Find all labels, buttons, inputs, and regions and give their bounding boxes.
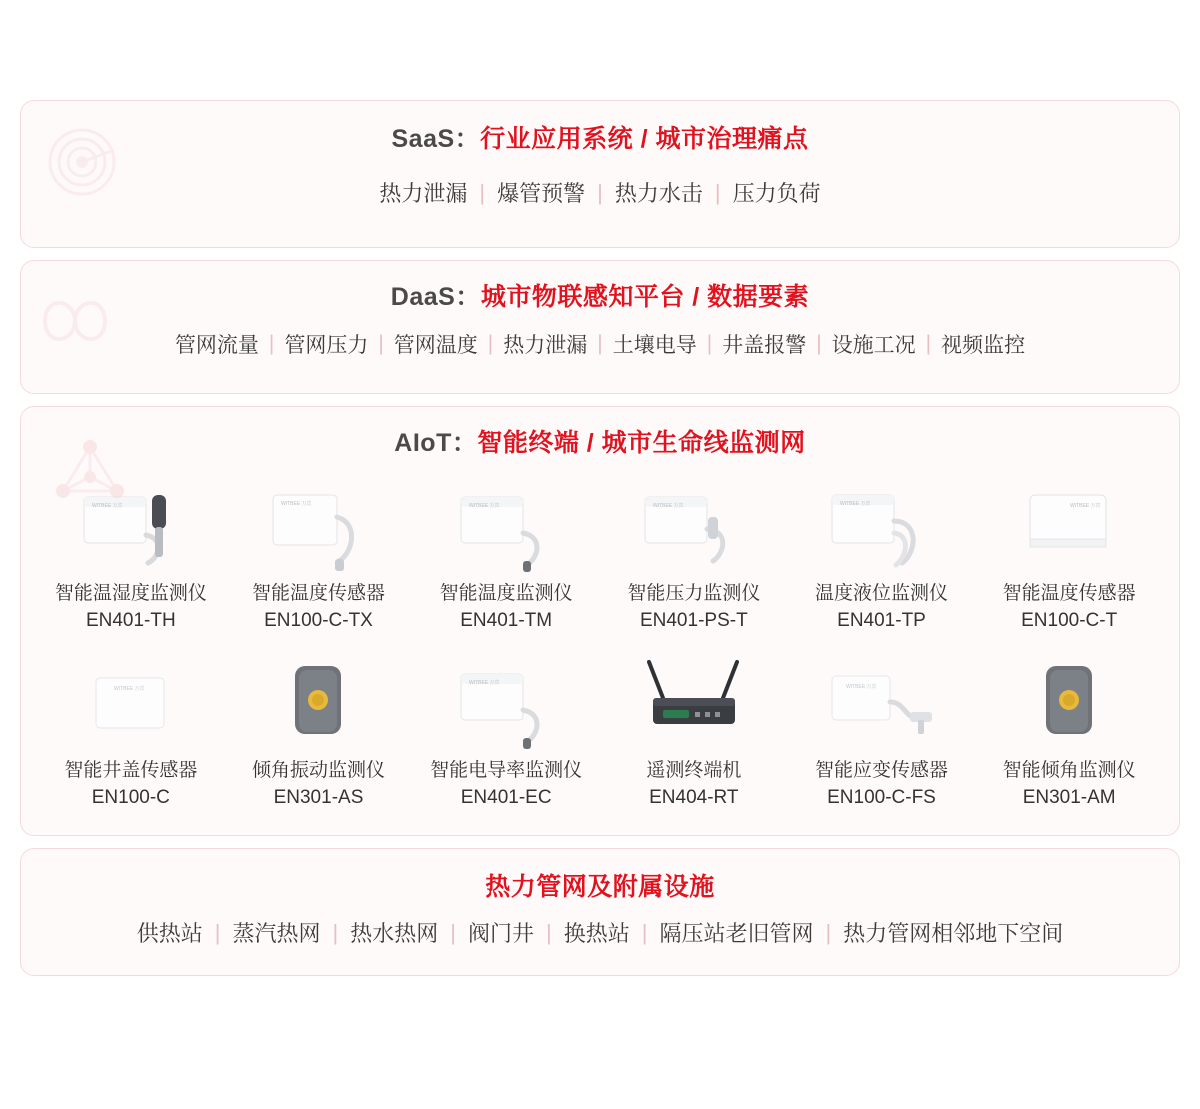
device-name: 智能温度传感器 bbox=[251, 583, 385, 604]
heat-item: 供热站 bbox=[136, 921, 203, 947]
device-model: EN401-TP bbox=[837, 609, 926, 631]
heat-item: 热力管网相邻地下空间 bbox=[843, 921, 1064, 947]
separator: | bbox=[825, 919, 832, 945]
daas-item: 井盖报警 bbox=[722, 334, 807, 357]
heat-item: 热水热网 bbox=[350, 921, 439, 947]
device-image-gray-dome bbox=[994, 654, 1144, 750]
device-item[interactable] bbox=[788, 473, 976, 644]
heat-items bbox=[21, 909, 1179, 968]
separator: | bbox=[487, 332, 494, 355]
device-name: 智能倾角监测仪 bbox=[1002, 760, 1136, 782]
separator: | bbox=[714, 179, 721, 205]
heat-item: 阀门井 bbox=[467, 921, 534, 947]
saas-prefix: SaaS： bbox=[391, 125, 481, 153]
saas-heading bbox=[21, 101, 1179, 161]
daas-layer-card bbox=[20, 260, 1180, 394]
device-item[interactable] bbox=[225, 650, 413, 821]
device-grid bbox=[21, 473, 1179, 821]
saas-item: 热力水击 bbox=[614, 181, 703, 206]
device-image-gray-dome bbox=[243, 654, 393, 750]
device-name: 智能温度传感器 bbox=[1002, 583, 1136, 604]
aiot-prefix: AIoT： bbox=[394, 429, 478, 457]
svg-text:WITBEE 万宾: WITBEE 万宾 bbox=[91, 503, 123, 509]
device-item[interactable] bbox=[37, 473, 225, 644]
svg-text:WITBEE 万宾: WITBEE 万宾 bbox=[840, 501, 872, 507]
separator: | bbox=[597, 332, 603, 355]
daas-items bbox=[21, 319, 1179, 379]
device-name: 遥测终端机 bbox=[646, 760, 742, 782]
svg-text:WITBEE 万宾: WITBEE 万宾 bbox=[469, 503, 500, 509]
device-name: 倾角振动监测仪 bbox=[251, 760, 385, 782]
daas-item: 视频监控 bbox=[941, 334, 1026, 357]
separator: | bbox=[214, 919, 221, 945]
device-image-box-probe bbox=[56, 477, 206, 573]
aiot-title: 智能终端 / 城市生命线监测网 bbox=[477, 429, 806, 457]
separator: | bbox=[925, 332, 932, 355]
device-image-box-cable bbox=[431, 477, 581, 573]
saas-item: 热力泄漏 bbox=[379, 181, 468, 206]
device-item[interactable] bbox=[975, 650, 1163, 821]
saas-layer-card bbox=[20, 100, 1180, 248]
separator: | bbox=[546, 919, 552, 945]
device-image-box-cable bbox=[431, 654, 581, 750]
device-image-panel-bracket bbox=[806, 654, 956, 750]
device-name: 智能温湿度监测仪 bbox=[54, 583, 207, 604]
separator: | bbox=[641, 919, 648, 945]
device-item[interactable] bbox=[37, 650, 225, 821]
device-model: EN100-C-TX bbox=[264, 609, 373, 631]
device-image-box-cable2 bbox=[619, 477, 769, 573]
device-item[interactable] bbox=[412, 650, 600, 821]
separator: | bbox=[332, 919, 339, 945]
device-model: EN401-TM bbox=[460, 609, 553, 631]
device-model: EN100-C bbox=[91, 786, 170, 808]
device-image-flat-panel bbox=[56, 654, 206, 750]
device-item[interactable] bbox=[788, 650, 976, 821]
svg-text:WITBEE 万宾: WITBEE 万宾 bbox=[281, 501, 313, 507]
svg-text:WITBEE 万宾: WITBEE 万宾 bbox=[469, 680, 500, 687]
separator: | bbox=[816, 332, 822, 355]
saas-title: 行业应用系统 / 城市治理痛点 bbox=[480, 125, 809, 153]
separator: | bbox=[268, 332, 275, 355]
daas-title: 城市物联感知平台 / 数据要素 bbox=[480, 283, 810, 311]
heat-item: 蒸汽热网 bbox=[232, 921, 321, 947]
separator: | bbox=[706, 332, 713, 355]
daas-item: 管网流量 bbox=[174, 334, 259, 357]
device-name: 智能电导率监测仪 bbox=[430, 760, 583, 782]
daas-heading bbox=[21, 261, 1179, 319]
daas-prefix: DaaS： bbox=[390, 283, 481, 311]
daas-item: 管网温度 bbox=[393, 334, 478, 357]
svg-text:WITBEE 万宾: WITBEE 万宾 bbox=[846, 684, 878, 691]
device-model: EN100-C-FS bbox=[827, 786, 936, 808]
separator: | bbox=[597, 179, 603, 205]
device-item[interactable] bbox=[975, 473, 1163, 644]
device-image-panel-cable bbox=[243, 477, 393, 573]
device-name: 智能压力监测仪 bbox=[627, 583, 761, 604]
svg-text:WITBEE 万宾: WITBEE 万宾 bbox=[1070, 503, 1101, 509]
device-model: EN301-AM bbox=[1022, 786, 1116, 808]
aiot-layer-card bbox=[20, 406, 1180, 836]
daas-item: 热力泄漏 bbox=[503, 334, 588, 357]
device-image-box-dualcable bbox=[806, 477, 956, 573]
saas-item: 压力负荷 bbox=[732, 181, 821, 206]
heat-item: 隔压站老旧管网 bbox=[659, 921, 814, 947]
separator: | bbox=[479, 179, 486, 205]
daas-item: 土壤电导 bbox=[612, 334, 697, 357]
separator: | bbox=[378, 332, 384, 355]
daas-item: 设施工况 bbox=[831, 334, 916, 357]
heat-network-card bbox=[20, 848, 1180, 976]
device-item[interactable] bbox=[600, 650, 788, 821]
device-name: 温度液位监测仪 bbox=[814, 583, 948, 604]
device-name: 智能温度监测仪 bbox=[439, 583, 573, 604]
svg-text:WITBEE 万宾: WITBEE 万宾 bbox=[652, 503, 684, 509]
saas-items bbox=[21, 161, 1179, 228]
heat-item: 换热站 bbox=[563, 921, 630, 947]
device-model: EN401-EC bbox=[460, 786, 552, 808]
svg-text:WITBEE 万宾: WITBEE 万宾 bbox=[113, 686, 145, 693]
device-name: 智能应变传感器 bbox=[814, 760, 948, 782]
device-model: EN401-PS-T bbox=[639, 609, 748, 631]
device-item[interactable] bbox=[225, 473, 413, 644]
device-model: EN301-AS bbox=[273, 786, 364, 808]
device-item[interactable] bbox=[412, 473, 600, 644]
device-model: EN401-TH bbox=[85, 609, 176, 631]
separator: | bbox=[450, 919, 456, 945]
device-item[interactable] bbox=[600, 473, 788, 644]
device-name: 智能井盖传感器 bbox=[64, 760, 198, 782]
device-image-router bbox=[619, 654, 769, 750]
aiot-heading bbox=[21, 407, 1179, 473]
device-model: EN100-C-T bbox=[1021, 609, 1118, 631]
saas-item: 爆管预警 bbox=[497, 181, 586, 206]
daas-item: 管网压力 bbox=[284, 334, 369, 357]
heat-heading: 热力管网及附属设施 bbox=[485, 873, 715, 902]
device-model: EN404-RT bbox=[649, 786, 739, 808]
device-image-plain-panel bbox=[994, 477, 1144, 573]
